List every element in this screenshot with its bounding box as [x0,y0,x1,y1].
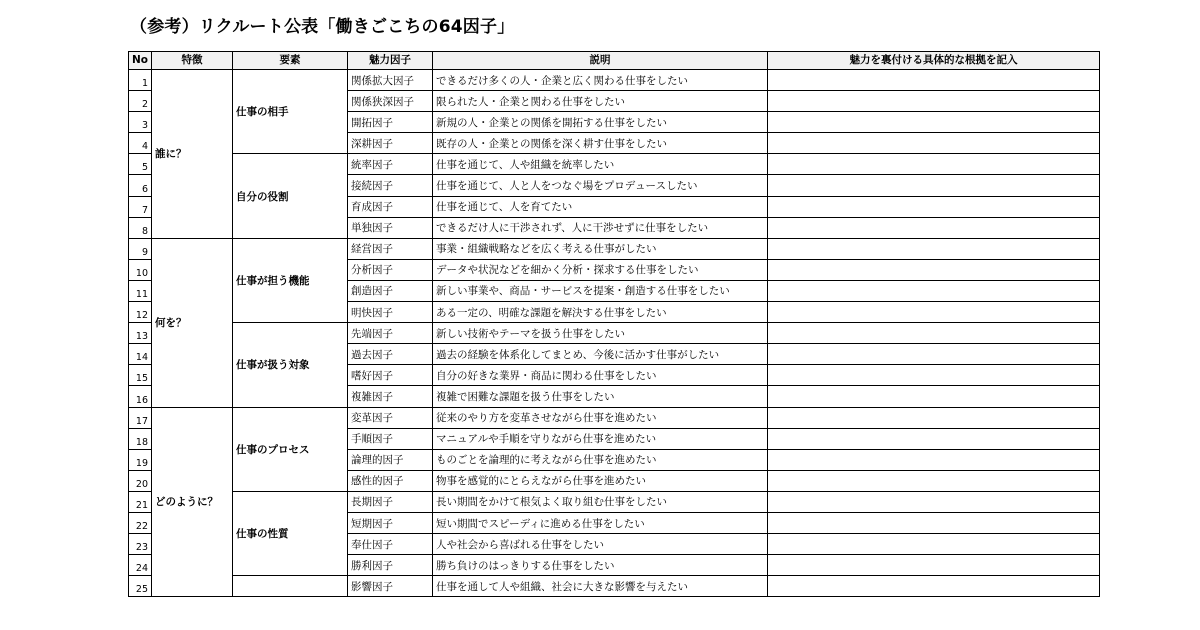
basis-input-cell[interactable] [768,534,1100,555]
description-cell[interactable]: ある一定の、明確な課題を解決する仕事をしたい [433,302,768,323]
basis-input-cell[interactable] [768,323,1100,344]
basis-input-cell[interactable] [768,175,1100,196]
basis-input-cell[interactable] [768,491,1100,512]
factor-cell[interactable]: 創造因子 [348,280,433,301]
row-number-cell[interactable]: 19 [129,449,152,470]
description-cell[interactable]: 短い期間でスピーディに進める仕事をしたい [433,512,768,533]
yoso-cell[interactable] [233,576,348,597]
factor-cell[interactable]: 明快因子 [348,302,433,323]
row-number-cell[interactable]: 13 [129,323,152,344]
row-number-cell[interactable]: 22 [129,512,152,533]
tokucho-cell[interactable]: 何を？ [152,238,233,407]
factor-cell[interactable]: 開拓因子 [348,112,433,133]
yoso-cell[interactable]: 仕事のプロセス [233,407,348,491]
factor-cell[interactable]: 影響因子 [348,576,433,597]
basis-input-cell[interactable] [768,238,1100,259]
factor-cell[interactable]: 手順因子 [348,428,433,449]
basis-input-cell[interactable] [768,386,1100,407]
factor-cell[interactable]: 深耕因子 [348,133,433,154]
yoso-cell[interactable]: 仕事の相手 [233,70,348,154]
row-number-cell[interactable]: 18 [129,428,152,449]
row-number-cell[interactable]: 9 [129,238,152,259]
row-number-cell[interactable]: 23 [129,534,152,555]
factor-cell[interactable]: 統率因子 [348,154,433,175]
basis-input-cell[interactable] [768,576,1100,597]
basis-input-cell[interactable] [768,302,1100,323]
factor-cell[interactable]: 単独因子 [348,217,433,238]
sheet-title: （参考）リクルート公表「働きごこちの64因子」 [130,17,515,37]
table-row [129,70,1100,91]
basis-input-cell[interactable] [768,512,1100,533]
description-cell[interactable]: できるだけ人に干渉されず、人に干渉せずに仕事をしたい [433,217,768,238]
factor-cell[interactable]: 分析因子 [348,259,433,280]
factor-cell[interactable]: 先端因子 [348,323,433,344]
factor-cell[interactable]: 関係狭深因子 [348,91,433,112]
basis-input-cell[interactable] [768,91,1100,112]
description-cell[interactable]: できるだけ多くの人・企業と広く関わる仕事をしたい [433,70,768,91]
description-cell[interactable]: 限られた人・企業と関わる仕事をしたい [433,91,768,112]
table-body [129,70,1100,597]
table-row [129,154,1100,175]
basis-input-cell[interactable] [768,449,1100,470]
basis-input-cell[interactable] [768,259,1100,280]
description-cell[interactable]: マニュアルや手順を守りながら仕事を進めたい [433,428,768,449]
row-number-cell[interactable]: 15 [129,365,152,386]
basis-input-cell[interactable] [768,280,1100,301]
header-description[interactable]: 説明 [433,52,768,70]
basis-input-cell[interactable] [768,133,1100,154]
basis-input-cell[interactable] [768,70,1100,91]
description-cell[interactable]: 仕事を通じて、人と人をつなぐ場をプロデュースしたい [433,175,768,196]
description-cell[interactable]: ものごとを論理的に考えながら仕事を進めたい [433,449,768,470]
basis-input-cell[interactable] [768,154,1100,175]
table-row [129,491,1100,512]
row-number-cell[interactable]: 3 [129,112,152,133]
row-number-cell[interactable]: 5 [129,154,152,175]
description-cell[interactable]: 仕事を通じて、人や組織を統率したい [433,154,768,175]
factor-cell[interactable]: 複雑因子 [348,386,433,407]
basis-input-cell[interactable] [768,344,1100,365]
description-cell[interactable]: 物事を感覚的にとらえながら仕事を進めたい [433,470,768,491]
yoso-cell[interactable]: 仕事が扱う対象 [233,323,348,407]
description-cell[interactable]: 複雑で困難な課題を扱う仕事をしたい [433,386,768,407]
basis-input-cell[interactable] [768,217,1100,238]
row-number-cell[interactable]: 12 [129,302,152,323]
yoso-cell[interactable]: 自分の役割 [233,154,348,238]
description-cell[interactable]: データや状況などを細かく分析・探求する仕事をしたい [433,259,768,280]
table-row [129,238,1100,259]
factor-cell[interactable]: 経営因子 [348,238,433,259]
factor-cell[interactable]: 長期因子 [348,491,433,512]
row-number-cell[interactable]: 2 [129,91,152,112]
basis-input-cell[interactable] [768,365,1100,386]
yoso-cell[interactable]: 仕事の性質 [233,491,348,575]
row-number-cell[interactable]: 11 [129,280,152,301]
row-number-cell[interactable]: 14 [129,344,152,365]
basis-input-cell[interactable] [768,555,1100,576]
row-number-cell[interactable]: 1 [129,70,152,91]
description-cell[interactable]: 新しい技術やテーマを扱う仕事をしたい [433,323,768,344]
table-row [129,576,1100,597]
factor-cell[interactable]: 育成因子 [348,196,433,217]
header-no[interactable]: No [129,52,152,70]
description-cell[interactable]: 自分の好きな業界・商品に関わる仕事をしたい [433,365,768,386]
description-cell[interactable]: 事業・組織戦略などを広く考える仕事がしたい [433,238,768,259]
factor-cell[interactable]: 勝利因子 [348,555,433,576]
description-cell[interactable]: 従来のやり方を変革させながら仕事を進めたい [433,407,768,428]
basis-input-cell[interactable] [768,428,1100,449]
row-number-cell[interactable]: 4 [129,133,152,154]
row-number-cell[interactable]: 8 [129,217,152,238]
header-tokucho[interactable]: 特徴 [152,52,233,70]
header-basis[interactable]: 魅力を裏付ける具体的な根拠を記入 [768,52,1100,70]
tokucho-cell[interactable]: 誰に？ [152,70,233,239]
tokucho-cell[interactable]: どのように？ [152,407,233,597]
row-number-cell[interactable]: 10 [129,259,152,280]
header-row [129,52,1100,70]
description-cell[interactable]: 新しい事業や、商品・サービスを提案・創造する仕事をしたい [433,280,768,301]
factor-cell[interactable]: 接続因子 [348,175,433,196]
description-cell[interactable]: 仕事を通じて、人を育てたい [433,196,768,217]
description-cell[interactable]: 勝ち負けのはっきりする仕事をしたい [433,555,768,576]
row-number-cell[interactable]: 17 [129,407,152,428]
row-number-cell[interactable]: 21 [129,491,152,512]
factor-cell[interactable]: 過去因子 [348,344,433,365]
factor-cell[interactable]: 嗜好因子 [348,365,433,386]
row-number-cell[interactable]: 25 [129,576,152,597]
factor-cell[interactable]: 短期因子 [348,512,433,533]
factor-cell[interactable]: 奉仕因子 [348,534,433,555]
basis-input-cell[interactable] [768,470,1100,491]
basis-input-cell[interactable] [768,112,1100,133]
table-row [129,407,1100,428]
factor-cell[interactable]: 関係拡大因子 [348,70,433,91]
factor-table [128,51,1100,597]
factor-cell[interactable]: 論理的因子 [348,449,433,470]
factor-cell[interactable]: 感性的因子 [348,470,433,491]
basis-input-cell[interactable] [768,407,1100,428]
yoso-cell[interactable]: 仕事が担う機能 [233,238,348,322]
description-cell[interactable]: 新規の人・企業との関係を開拓する仕事をしたい [433,112,768,133]
header-yoso[interactable]: 要素 [233,52,348,70]
description-cell[interactable]: 仕事を通して人や組織、社会に大きな影響を与えたい [433,576,768,597]
description-cell[interactable]: 既存の人・企業との関係を深く耕す仕事をしたい [433,133,768,154]
row-number-cell[interactable]: 24 [129,555,152,576]
description-cell[interactable]: 過去の経験を体系化してまとめ、今後に活かす仕事がしたい [433,344,768,365]
header-factor[interactable]: 魅力因子 [348,52,433,70]
description-cell[interactable]: 人や社会から喜ばれる仕事をしたい [433,534,768,555]
factor-cell[interactable]: 変革因子 [348,407,433,428]
table-row [129,323,1100,344]
row-number-cell[interactable]: 6 [129,175,152,196]
description-cell[interactable]: 長い期間をかけて根気よく取り組む仕事をしたい [433,491,768,512]
basis-input-cell[interactable] [768,196,1100,217]
row-number-cell[interactable]: 7 [129,196,152,217]
row-number-cell[interactable]: 20 [129,470,152,491]
row-number-cell[interactable]: 16 [129,386,152,407]
